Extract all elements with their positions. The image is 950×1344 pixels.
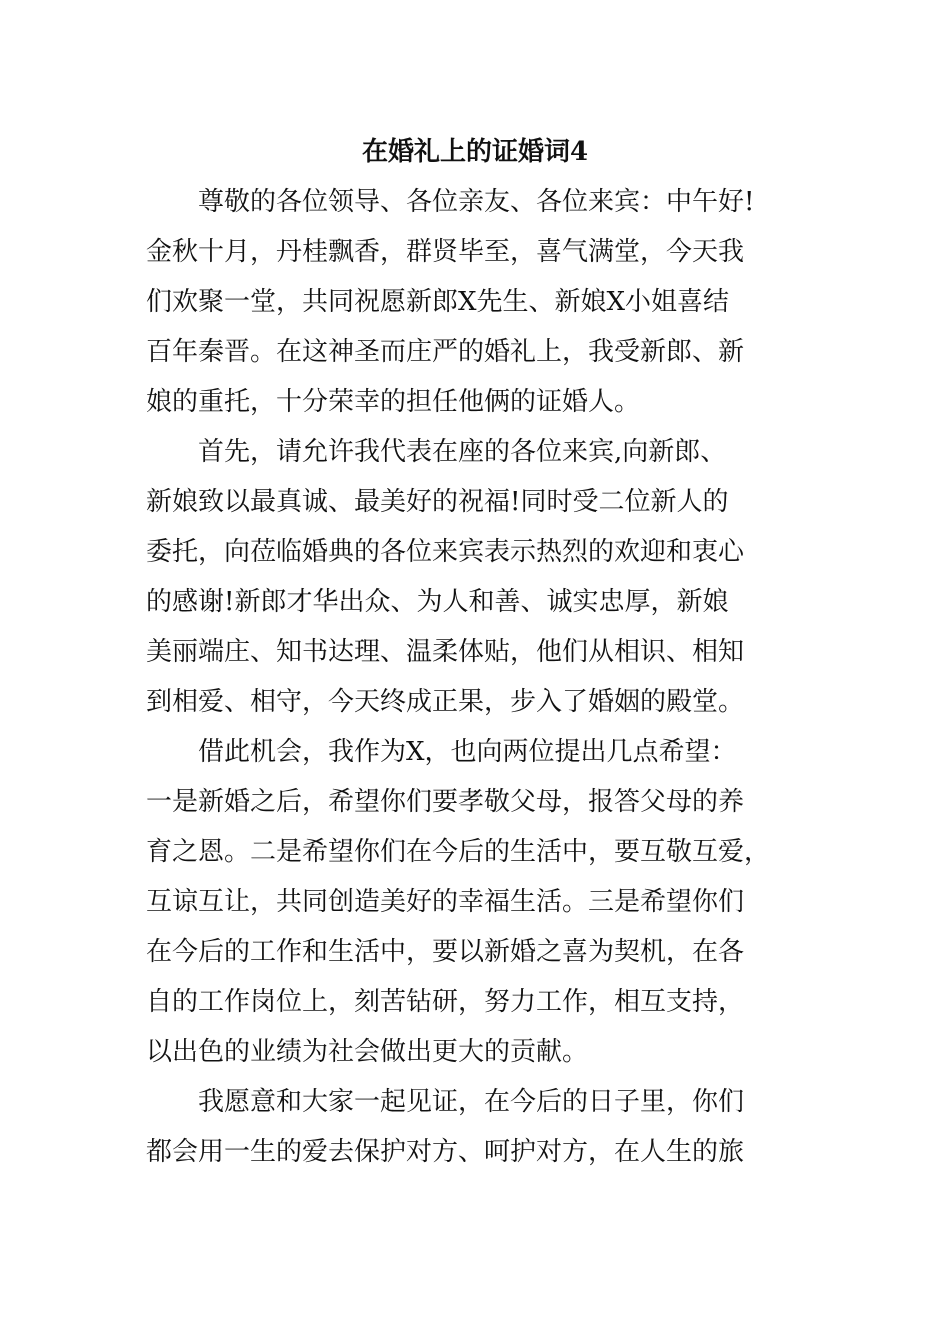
text-line: 娘的重托，十分荣幸的担任他俩的证婚人。 — [146, 387, 641, 417]
text-line: 借此机会，我作为X，也向两位提出几点希望： — [198, 737, 737, 767]
text-line: 以出色的业绩为社会做出更大的贡献。 — [146, 1037, 589, 1067]
text-line: 美丽端庄、知书达理、温柔体贴，他们从相识、相知 — [146, 637, 745, 667]
text-line: 我愿意和大家一起见证，在今后的日子里，你们 — [198, 1087, 745, 1117]
document-title: 在婚礼上的证婚词4 — [361, 137, 589, 167]
text-line: 百年秦晋。在这神圣而庄严的婚礼上，我受新郎、新 — [146, 337, 745, 367]
text-line: 自的工作岗位上，刻苦钻研，努力工作，相互支持， — [146, 987, 745, 1017]
text-line: 都会用一生的爱去保护对方、呵护对方，在人生的旅 — [146, 1137, 745, 1167]
text-line: 的感谢!新郎才华出众、为人和善、诚实忠厚，新娘 — [146, 587, 729, 617]
text-line: 一是新婚之后，希望你们要孝敬父母，报答父母的养 — [146, 787, 745, 817]
text-line: 首先，请允许我代表在座的各位来宾,向新郎、 — [198, 437, 727, 467]
text-line: 金秋十月，丹桂飘香，群贤毕至，喜气满堂，今天我 — [146, 237, 745, 267]
text-line: 新娘致以最真诚、最美好的祝福!同时受二位新人的 — [146, 487, 729, 517]
text-line: 尊敬的各位领导、各位亲友、各位来宾：中午好! — [198, 187, 755, 217]
text-line: 委托，向莅临婚典的各位来宾表示热烈的欢迎和衷心 — [146, 537, 745, 567]
text-line: 育之恩。二是希望你们在今后的生活中，要互敬互爱， — [146, 837, 771, 867]
text-line: 们欢聚一堂，共同祝愿新郎X先生、新娘X小姐喜结 — [146, 287, 730, 317]
text-line: 到相爱、相守，今天终成正果，步入了婚姻的殿堂。 — [146, 687, 745, 717]
text-line: 在今后的工作和生活中，要以新婚之喜为契机，在各 — [146, 937, 745, 967]
text-line: 互谅互让，共同创造美好的幸福生活。三是希望你们 — [146, 887, 745, 917]
